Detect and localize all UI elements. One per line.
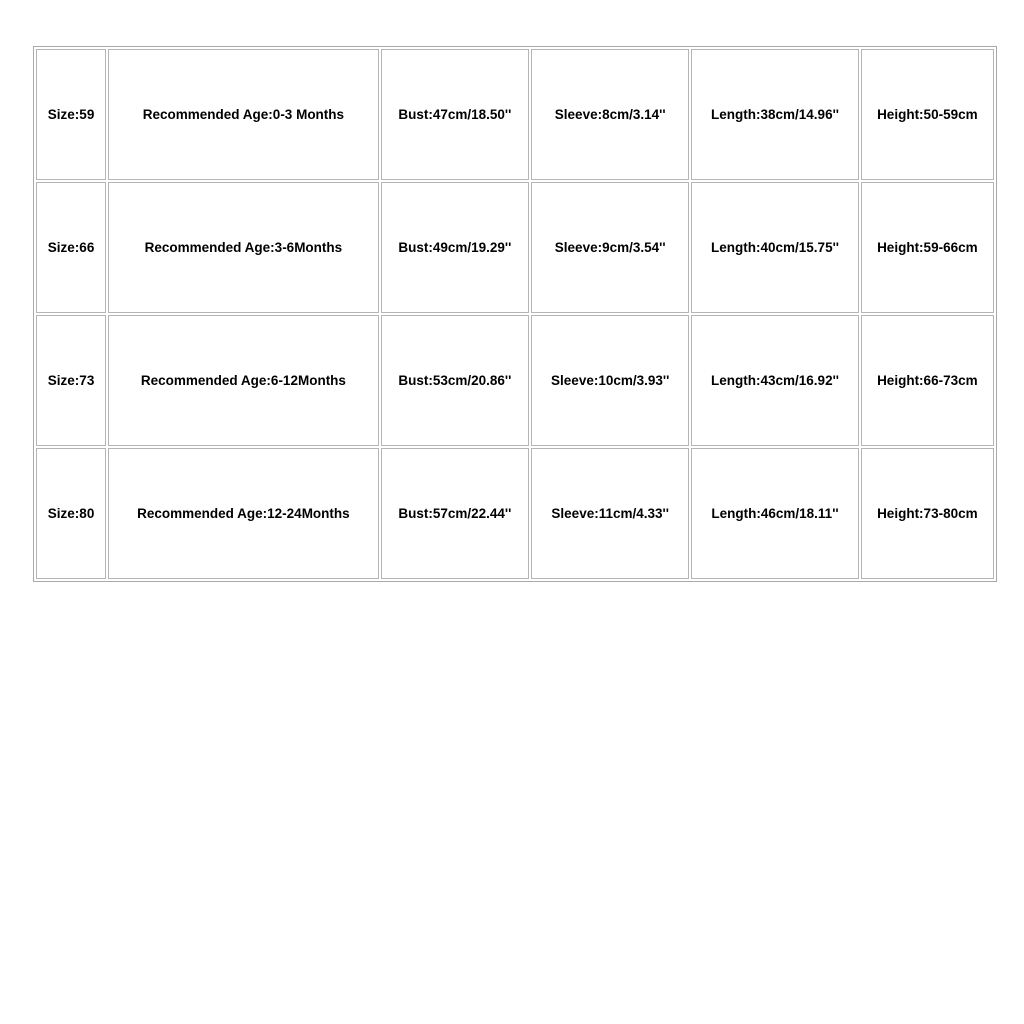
size-cell: Size:59 — [36, 49, 106, 180]
size-cell: Size:73 — [36, 315, 106, 446]
length-cell: Length:43cm/16.92'' — [691, 315, 858, 446]
height-cell: Height:66-73cm — [861, 315, 994, 446]
length-cell: Length:46cm/18.11'' — [691, 448, 858, 579]
size-chart-table — [33, 46, 997, 582]
size-cell: Size:80 — [36, 448, 106, 579]
recommended-age-cell: Recommended Age:6-12Months — [108, 315, 379, 446]
table-row — [36, 448, 994, 579]
bust-cell: Bust:49cm/19.29'' — [381, 182, 529, 313]
table-row — [36, 315, 994, 446]
sleeve-cell: Sleeve:11cm/4.33'' — [531, 448, 689, 579]
sleeve-cell: Sleeve:8cm/3.14'' — [531, 49, 689, 180]
length-cell: Length:38cm/14.96'' — [691, 49, 858, 180]
recommended-age-cell: Recommended Age:0-3 Months — [108, 49, 379, 180]
size-cell: Size:66 — [36, 182, 106, 313]
height-cell: Height:59-66cm — [861, 182, 994, 313]
table-row — [36, 182, 994, 313]
bust-cell: Bust:53cm/20.86'' — [381, 315, 529, 446]
recommended-age-cell: Recommended Age:12-24Months — [108, 448, 379, 579]
bust-cell: Bust:57cm/22.44'' — [381, 448, 529, 579]
bust-cell: Bust:47cm/18.50'' — [381, 49, 529, 180]
length-cell: Length:40cm/15.75'' — [691, 182, 858, 313]
recommended-age-cell: Recommended Age:3-6Months — [108, 182, 379, 313]
sleeve-cell: Sleeve:9cm/3.54'' — [531, 182, 689, 313]
height-cell: Height:73-80cm — [861, 448, 994, 579]
sleeve-cell: Sleeve:10cm/3.93'' — [531, 315, 689, 446]
table-row — [36, 49, 994, 180]
height-cell: Height:50-59cm — [861, 49, 994, 180]
